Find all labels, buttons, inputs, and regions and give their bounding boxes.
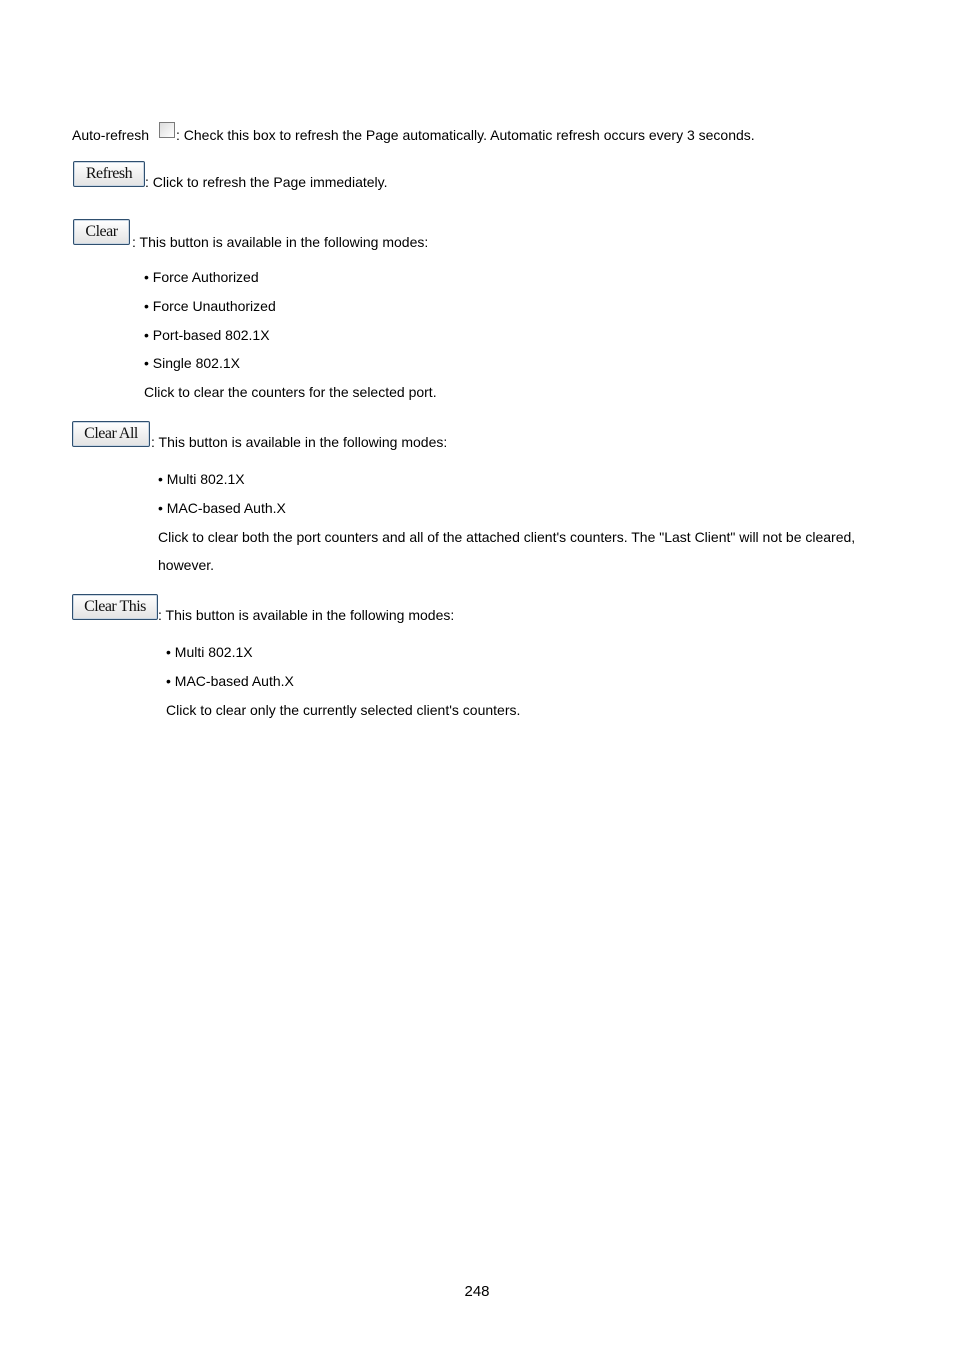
- auto-refresh-label: Auto-refresh: [72, 127, 150, 143]
- clear-all-mode-item: • MAC-based Auth.X: [158, 500, 286, 516]
- clear-this-description: : This button is available in the following modes:: [158, 607, 455, 623]
- refresh-description: : Click to refresh the Page immediately.: [145, 174, 388, 190]
- clear-all-button[interactable]: Clear All: [72, 421, 150, 447]
- auto-refresh-checkbox[interactable]: [159, 122, 175, 138]
- clear-description: : This button is available in the following modes:: [132, 234, 429, 250]
- clear-this-mode-item: • Multi 802.1X: [166, 644, 253, 660]
- clear-this-note: Click to clear only the currently selected client's counters.: [166, 702, 521, 718]
- auto-refresh-description: : Check this box to refresh the Page automatically. Automatic refresh occurs every 3 seconds.: [176, 127, 755, 143]
- clear-mode-item: • Force Unauthorized: [144, 298, 276, 314]
- page-number: 248: [464, 1283, 490, 1300]
- clear-all-description: : This button is available in the following modes:: [151, 434, 448, 450]
- clear-note: Click to clear the counters for the selected port.: [144, 384, 437, 400]
- clear-all-mode-item: • Multi 802.1X: [158, 471, 245, 487]
- clear-mode-item: • Port-based 802.1X: [144, 327, 270, 343]
- clear-this-button[interactable]: Clear This: [72, 594, 158, 620]
- clear-all-note-line1: Click to clear both the port counters and all of the attached client's counters. The "Last Client" will not be cleared,: [158, 529, 856, 545]
- clear-mode-item: • Force Authorized: [144, 269, 259, 285]
- clear-mode-item: • Single 802.1X: [144, 355, 240, 371]
- clear-this-mode-item: • MAC-based Auth.X: [166, 673, 294, 689]
- clear-button[interactable]: Clear: [73, 219, 130, 245]
- clear-all-note-line2: however.: [158, 557, 215, 573]
- refresh-button[interactable]: Refresh: [73, 161, 145, 187]
